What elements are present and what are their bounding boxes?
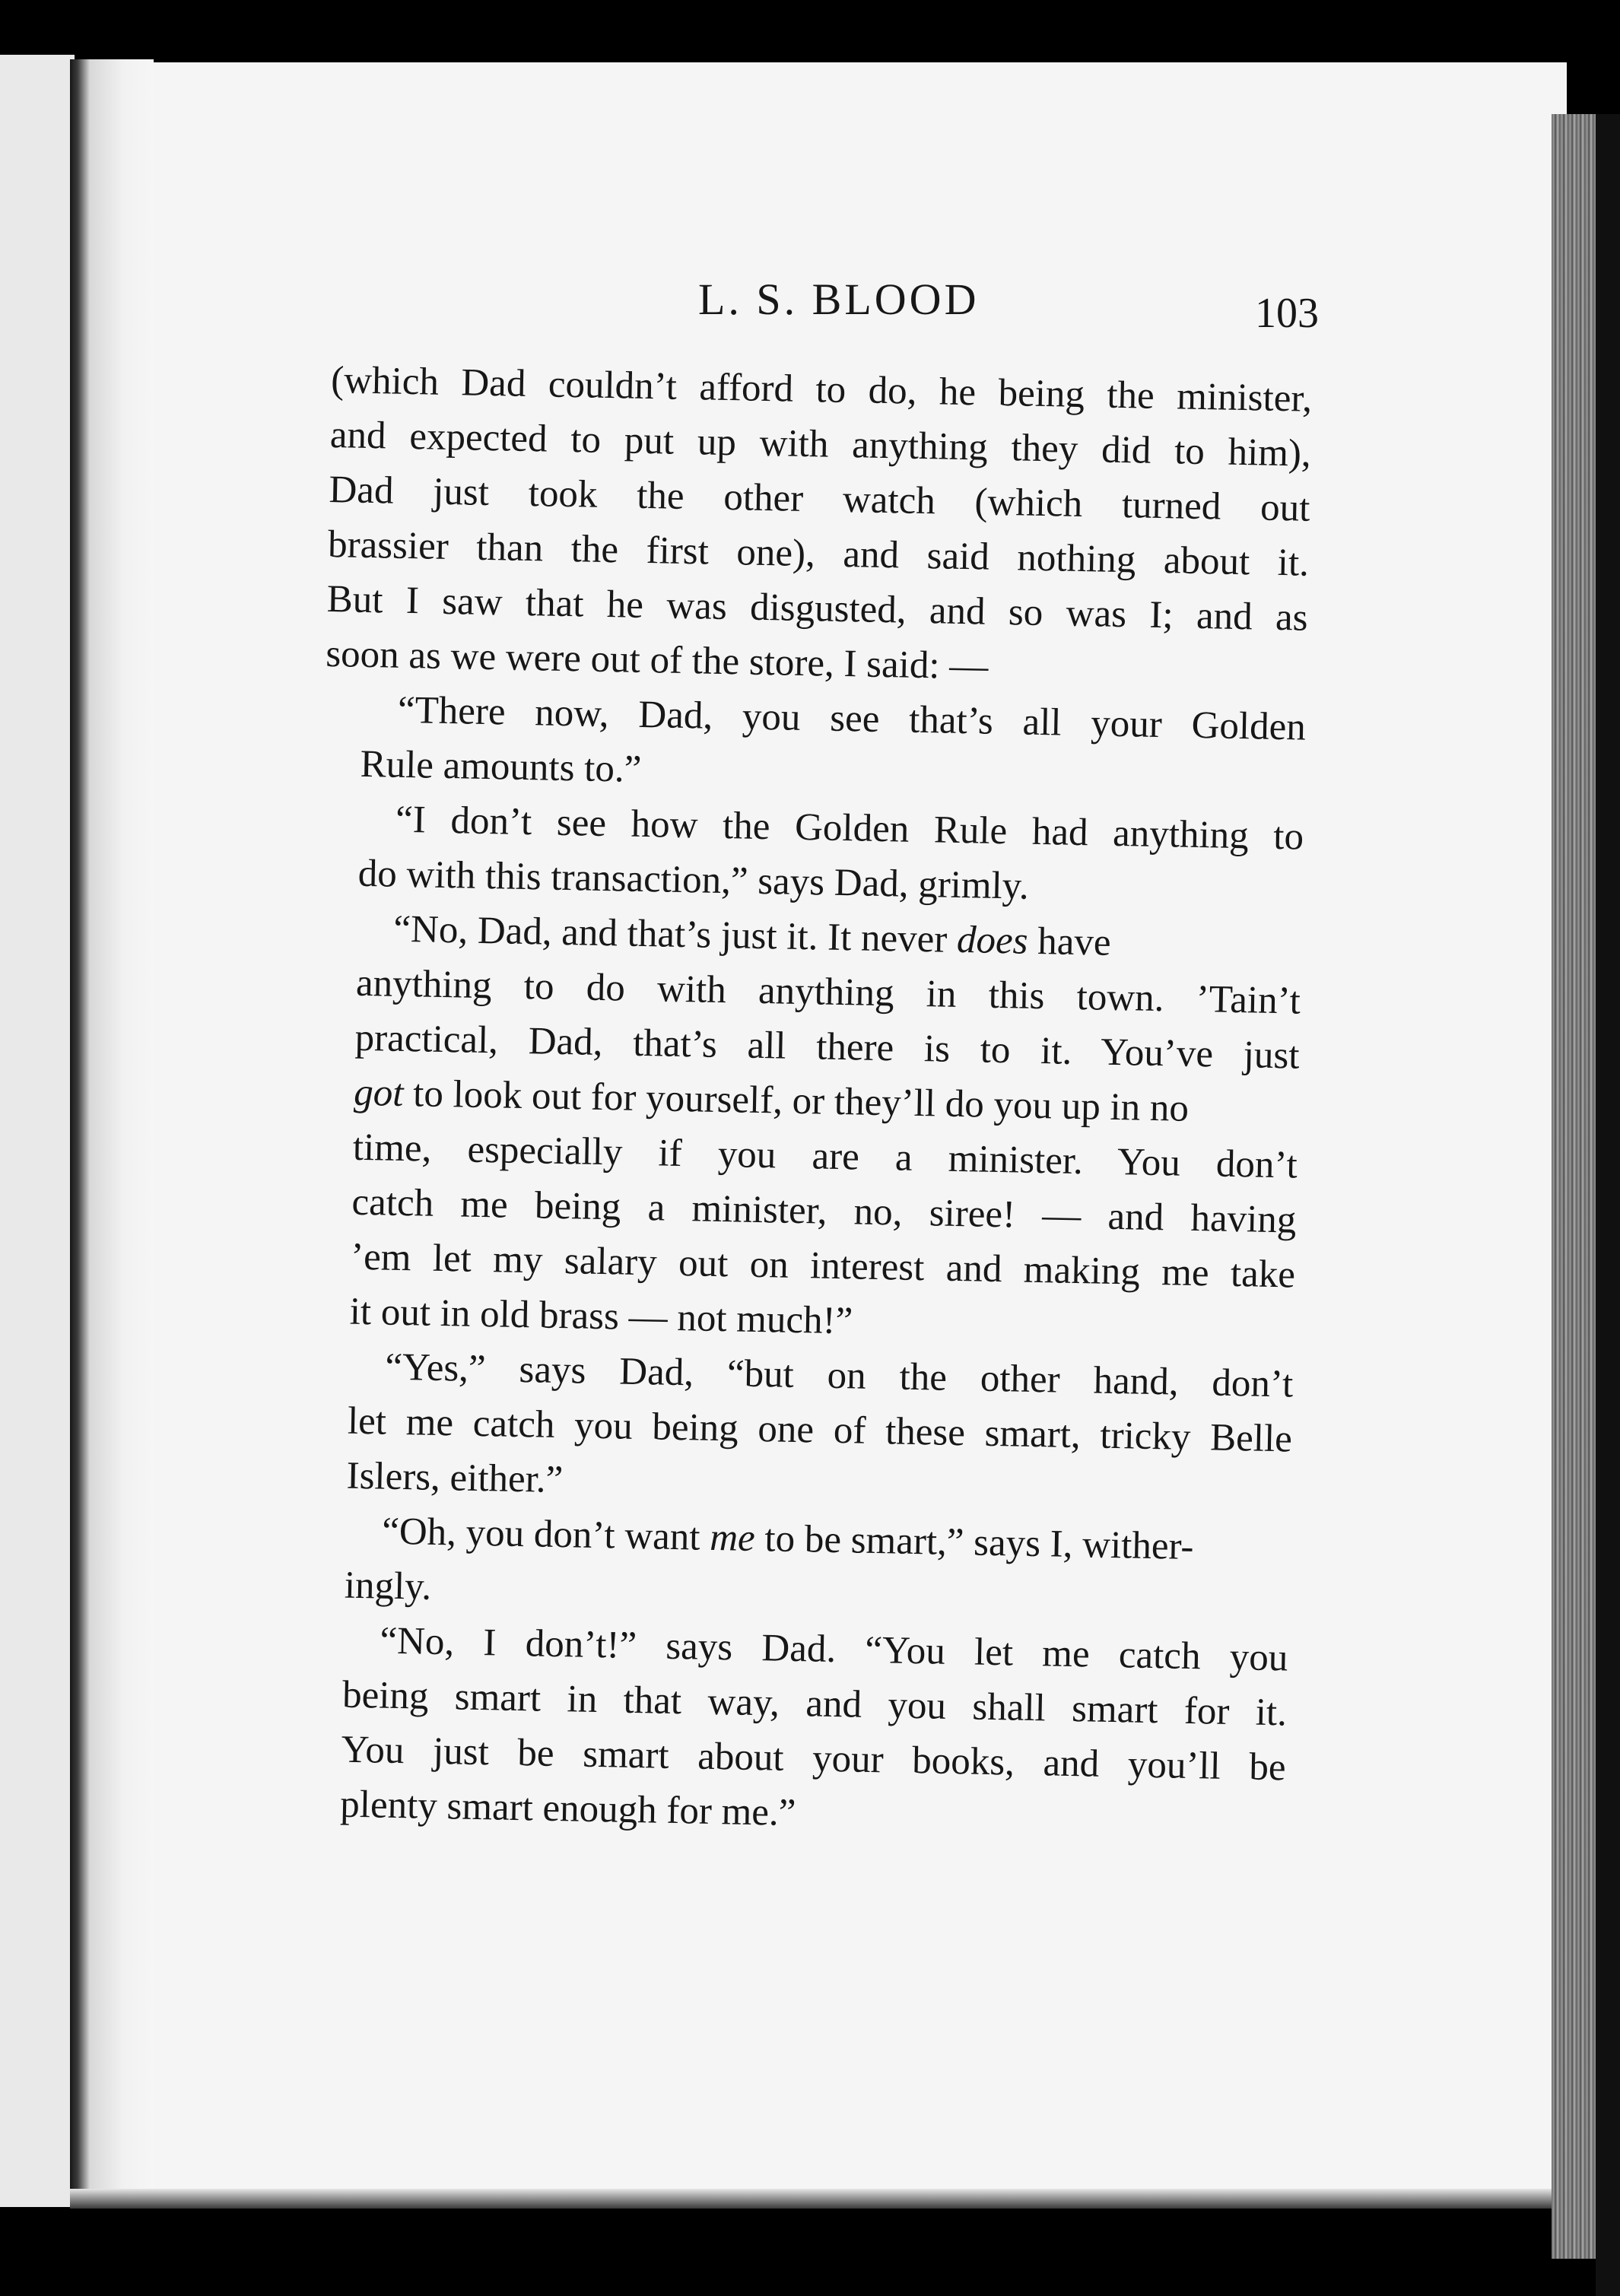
text-line: “I don’t see how the Golden Rule had anything to <box>395 798 1304 859</box>
page-edge-stack <box>1552 114 1596 2259</box>
text-line: But I saw that he was disgusted, and so was I; and as <box>326 577 1309 640</box>
text-line: anything to do with anything in this town. ’Tain’t <box>355 961 1301 1023</box>
running-head: L. S. BLOOD <box>698 275 980 324</box>
paragraph <box>303 1612 1288 1850</box>
text-line: being smart in that way, and you shall smart for it. <box>341 1673 1288 1735</box>
text-line: catch me being a minister, no, siree! — and having <box>351 1180 1297 1242</box>
text-line: ’em let my salary out on interest and making me take <box>350 1235 1296 1297</box>
page-bottom-shadow <box>70 2189 1567 2209</box>
text-run: “Oh, you don’t want <box>381 1510 710 1559</box>
text-line: Islers, either.” <box>346 1454 564 1502</box>
left-page-edge <box>0 55 75 2207</box>
paragraph <box>313 900 1302 1358</box>
text-line: You just be smart about your books, and you’ll be <box>341 1728 1287 1789</box>
text-line: time, especially if you are a minister. You don’t <box>352 1126 1298 1187</box>
text-line: (which Dad couldn’t afford to do, he being the minister, <box>330 358 1313 421</box>
text-run: have <box>1028 919 1112 964</box>
paragraph <box>307 1503 1291 1631</box>
page-edge-shadow <box>1596 114 1620 2296</box>
text-run: “No, Dad, and that’s just it. It never <box>392 907 958 961</box>
text-line: soon as we were out of the store, I said: — <box>325 632 989 688</box>
body-text <box>303 353 1313 1850</box>
text-line: and expected to put up with anything they did to him), <box>329 413 1312 475</box>
text-line: “Yes,” says Dad, “but on the other hand, don’t <box>384 1345 1294 1406</box>
page-header <box>335 274 1331 335</box>
text-line: plenty smart enough for me.” <box>339 1783 796 1835</box>
text-run: to look out for yourself, or they’ll do you up in no <box>402 1072 1190 1130</box>
text-line: let me catch you being one of these smart, tricky Belle <box>347 1399 1293 1461</box>
text-run: to be smart,” says I, wither- <box>754 1516 1194 1569</box>
text-line: Rule amounts to.” <box>360 742 642 791</box>
paragraph <box>326 353 1313 700</box>
book-gutter <box>70 59 154 2204</box>
text-line: it out in old brass — not much!” <box>349 1290 853 1343</box>
text-line: do with this transaction,” says Dad, grimly. <box>357 852 1030 908</box>
text-line: brassier than the first one), and said nothing about it. <box>327 522 1310 585</box>
paragraph <box>323 681 1307 810</box>
page-number: 103 <box>1255 290 1319 337</box>
italic-word: got <box>353 1071 405 1115</box>
paragraph <box>321 791 1304 919</box>
text-line: Dad just took the other watch (which turned out <box>329 468 1310 530</box>
italic-word: me <box>709 1516 756 1560</box>
text-line: practical, Dad, that’s all there is to it. You’ve just <box>354 1016 1301 1078</box>
text-line: “No, I don’t!” says Dad. “You let me catch you <box>379 1619 1288 1680</box>
text-line: ingly. <box>344 1564 432 1608</box>
text-line: “There now, Dad, you see that’s all your Golden <box>397 688 1307 749</box>
paragraph <box>310 1339 1294 1522</box>
italic-word: does <box>956 918 1029 963</box>
